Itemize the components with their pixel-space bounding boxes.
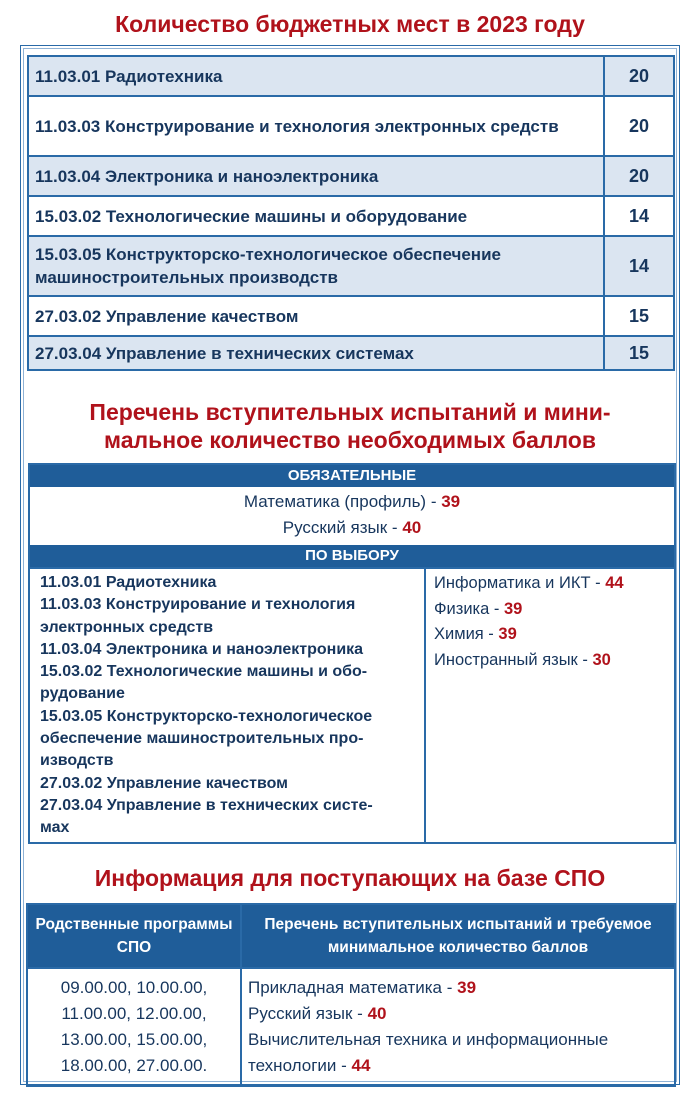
exams-block [28, 463, 676, 844]
required-list [30, 487, 674, 545]
col-header-tests: Перечень вступительных испытаний и требуемое минимальное количество баллов [241, 904, 675, 968]
choice-item [434, 648, 624, 674]
subject-name: Иностранный язык - [434, 650, 593, 669]
program-line: 27.03.02 Управление качеством [40, 774, 288, 792]
code-line: 18.00.00, 27.00.00. [60, 1056, 208, 1075]
program-line: электронных средств [40, 618, 214, 636]
table-header-row [27, 904, 675, 968]
program-line: обеспечение машиностроительных про- [40, 730, 364, 748]
table-row [27, 968, 675, 1086]
table-row [28, 196, 674, 236]
choice-block [30, 567, 674, 842]
code-line: 09.00.00, 10.00.00, [60, 978, 208, 997]
spo-table [26, 903, 676, 1087]
subject-name: Русский язык - [248, 1004, 368, 1023]
places-count: 15 [604, 336, 674, 370]
min-score: 30 [592, 650, 611, 669]
program-line: 11.03.01 Радиотехника [40, 574, 217, 591]
exams-title-line2: мальное количество необходимых баллов [104, 427, 596, 453]
required-item [30, 489, 674, 515]
program-name: 27.03.02 Управление качеством [28, 296, 604, 336]
choice-header: ПО ВЫБОРУ [30, 545, 674, 567]
places-count: 14 [604, 236, 674, 296]
program-line: мах [40, 819, 70, 837]
code-line: 13.00.00, 15.00.00, [60, 1030, 208, 1049]
min-score: 44 [605, 574, 624, 592]
min-score: 40 [402, 518, 422, 537]
min-score: 40 [367, 1004, 387, 1023]
test-item [248, 1027, 668, 1079]
table-row [28, 56, 674, 96]
test-item [248, 1001, 668, 1027]
budget-title: Количество бюджетных мест в 2023 году [115, 11, 585, 37]
col-header-programs: Родственные программы СПО [27, 904, 241, 968]
places-count: 20 [604, 96, 674, 156]
min-score: 39 [441, 492, 461, 511]
exams-title-line1: Перечень вступительных испытаний и мини- [89, 399, 611, 425]
program-line: 11.03.03 Конструирование и технология [40, 596, 356, 614]
subject-name: Прикладная математика - [248, 978, 458, 997]
subject-name: Физика - [434, 599, 504, 618]
program-line: 11.03.04 Электроника и наноэлектроника [40, 640, 364, 658]
choice-item [434, 597, 624, 623]
min-score: 44 [351, 1056, 371, 1075]
choice-subjects [426, 569, 624, 842]
spo-tests [241, 968, 675, 1086]
required-item [30, 515, 674, 541]
program-name: 11.03.04 Электроника и наноэлектроника [28, 156, 604, 196]
places-count: 15 [604, 296, 674, 336]
program-line: 15.03.02 Технологические машины и обо- [40, 663, 368, 681]
table-row [28, 156, 674, 196]
subject-name: Математика (профиль) - [243, 492, 442, 511]
places-count: 20 [604, 56, 674, 96]
program-name: 11.03.03 Конструирование и технология электронных средств [28, 96, 604, 156]
budget-table [27, 55, 675, 371]
places-count: 20 [604, 156, 674, 196]
table-row [28, 336, 674, 370]
subject-name: Информатика и ИКТ - [434, 574, 606, 592]
table-row [28, 96, 674, 156]
program-name: 15.03.02 Технологические машины и оборудование [28, 196, 604, 236]
choice-programs [30, 569, 426, 842]
spo-codes [27, 968, 241, 1086]
program-name: 11.03.01 Радиотехника [28, 56, 604, 96]
subject-name: Химия - [434, 625, 499, 643]
required-header: ОБЯЗАТЕЛЬНЫЕ [30, 465, 674, 487]
min-score: 39 [503, 599, 523, 618]
program-line: 15.03.05 Конструкторско-технологическое [40, 707, 373, 725]
table-row [28, 296, 674, 336]
min-score: 39 [498, 625, 517, 643]
program-name: 27.03.04 Управление в технических системах [28, 336, 604, 370]
min-score: 39 [457, 978, 477, 997]
choice-item [434, 622, 624, 648]
program-line: изводств [40, 752, 114, 770]
code-line: 11.00.00, 12.00.00, [61, 1004, 207, 1023]
program-line: 27.03.04 Управление в технических систе- [40, 796, 373, 814]
table-row [28, 236, 674, 296]
subject-name: Вычислительная техника и информационные технологии - [248, 1030, 609, 1075]
subject-name: Русский язык - [282, 518, 403, 537]
program-line: рудование [40, 685, 125, 703]
choice-item [434, 571, 624, 597]
places-count: 14 [604, 196, 674, 236]
test-item [248, 975, 668, 1001]
program-name: 15.03.05 Конструкторско-технологическое обеспечение машиностроительных производств [28, 236, 604, 296]
spo-title: Информация для поступающих на базе СПО [94, 865, 606, 891]
